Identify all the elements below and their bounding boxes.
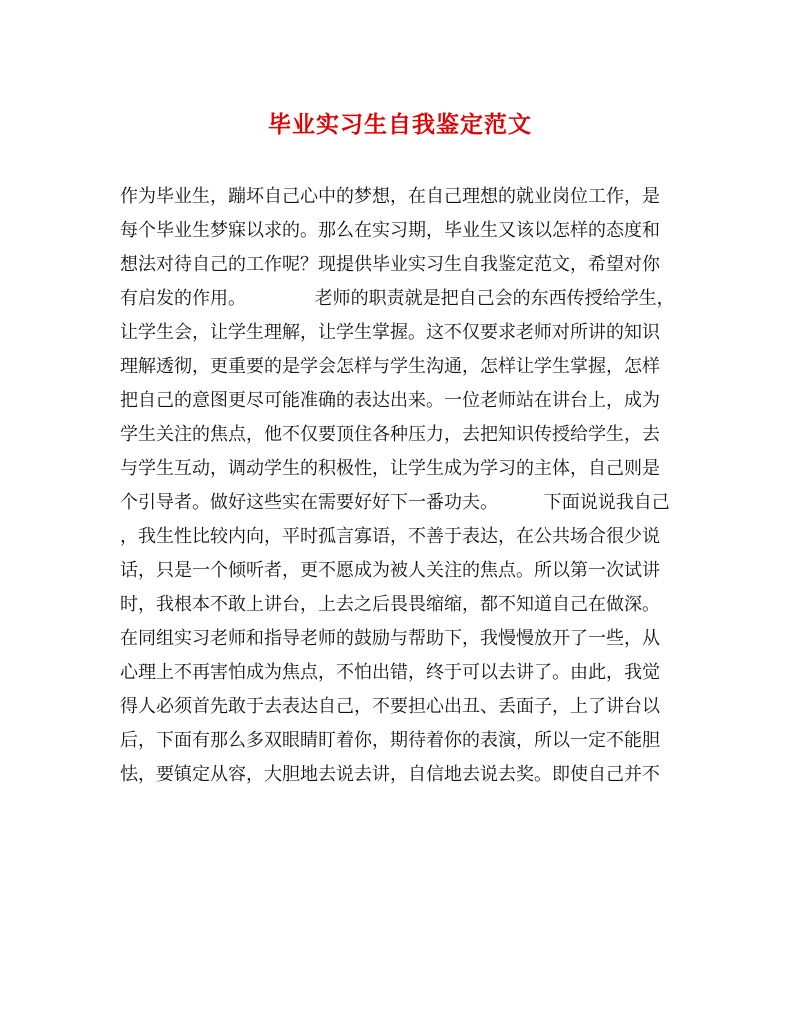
body-line: ，我生性比较内向，平时孤言寡语，不善于表达，在公共场合很少说 bbox=[120, 526, 660, 547]
body-line: 话，只是一个倾听者，更不愿成为被人关注的焦点。所以第一次试讲 bbox=[120, 560, 660, 581]
body-line: 个引导者。做好这些实在需要好好下一番功夫。 下面说说我自己 bbox=[120, 492, 670, 513]
body-line: 学生关注的焦点，他不仅要顶住各种压力，去把知识传授给学生，去 bbox=[120, 424, 660, 445]
document-title: 毕业实习生自我鉴定范文 bbox=[268, 111, 532, 138]
body-line: 每个毕业生梦寐以求的。那么在实习期，毕业生又该以怎样的态度和 bbox=[120, 220, 660, 241]
body-line: 后，下面有那么多双眼睛盯着你，期待着你的表演，所以一定不能胆 bbox=[120, 730, 660, 751]
body-line: 想法对待自己的工作呢？现提供毕业实习生自我鉴定范文，希望对你 bbox=[120, 254, 660, 275]
body-line: 得人必须首先敢于去表达自己，不要担心出丑、丢面子，上了讲台以 bbox=[120, 696, 660, 717]
body-line: 把自己的意图更尽可能准确的表达出来。一位老师站在讲台上，成为 bbox=[120, 390, 660, 411]
body-line: 让学生会，让学生理解，让学生掌握。这不仅要求老师对所讲的知识 bbox=[120, 322, 660, 343]
body-line: 理解透彻，更重要的是学会怎样与学生沟通，怎样让学生掌握，怎样 bbox=[120, 356, 660, 377]
body-line: 有启发的作用。 老师的职责就是把自己会的东西传授给学生， bbox=[120, 288, 675, 309]
body-line: 作为毕业生，蹦坏自己心中的梦想，在自己理想的就业岗位工作，是 bbox=[120, 186, 660, 207]
body-line: 时，我根本不敢上讲台，上去之后畏畏缩缩，都不知道自己在做深。 bbox=[120, 594, 660, 615]
document-body bbox=[120, 180, 690, 792]
body-line: 与学生互动，调动学生的积极性，让学生成为学习的主体，自己则是 bbox=[120, 458, 660, 479]
body-line: 怯，要镇定从容，大胆地去说去讲，自信地去说去奖。即使自己并不 bbox=[120, 764, 660, 785]
body-line: 心理上不再害怕成为焦点，不怕出错，终于可以去讲了。由此，我觉 bbox=[120, 662, 660, 683]
body-line: 在同组实习老师和指导老师的鼓励与帮助下，我慢慢放开了一些，从 bbox=[120, 628, 660, 649]
